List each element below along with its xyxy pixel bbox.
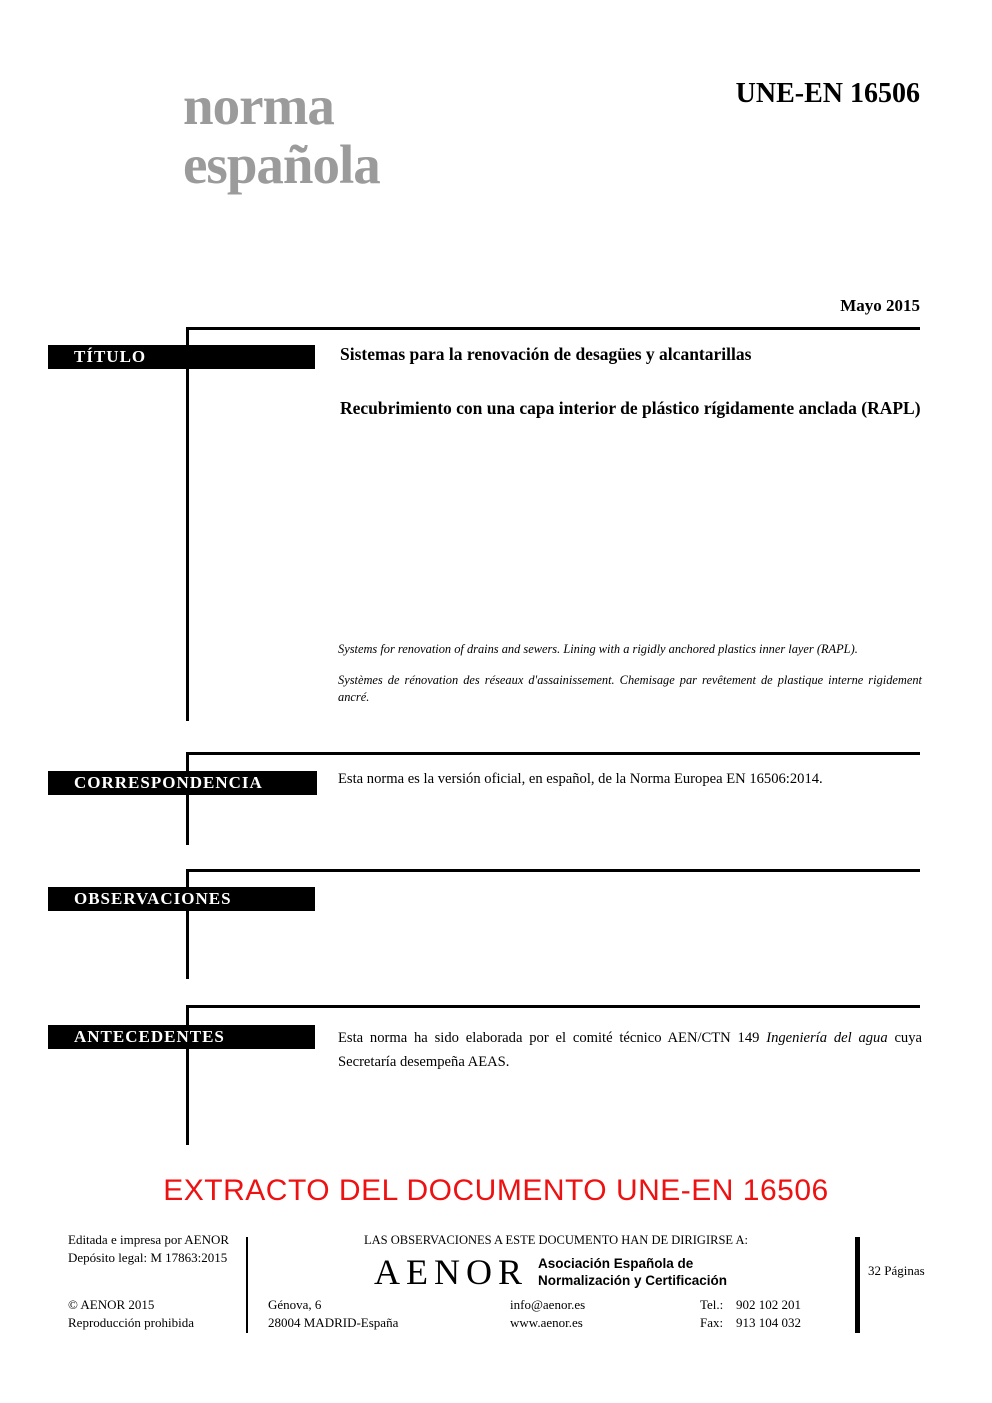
footer-divider-right	[855, 1237, 860, 1333]
rule-correspondencia	[186, 752, 920, 755]
footer-address-line2: 28004 MADRID-España	[268, 1315, 399, 1330]
footer-fax-row	[700, 1314, 850, 1332]
extract-notice: EXTRACTO DEL DOCUMENTO UNE-EN 16506	[163, 1174, 829, 1207]
titulo-bar	[48, 345, 315, 369]
title-english: Systems for renovation of drains and sewers. Lining with a rigidly anchored plastics inner layer (RAPL).	[338, 642, 858, 656]
footer-publisher	[68, 1231, 229, 1267]
antecedentes-body-suffix: cuya Secretaría desempeña AEAS.	[338, 1030, 922, 1070]
footer-divider-left	[246, 1237, 248, 1333]
observaciones-label: OBSERVACIONES	[74, 889, 232, 908]
footer-tel-label: Tel.:	[700, 1297, 724, 1312]
rule-vertical-correspondencia	[186, 752, 189, 845]
footer-phone	[700, 1296, 850, 1332]
issue-date: Mayo 2015	[840, 296, 920, 315]
aenor-tagline-line1: Asociación Española de	[538, 1256, 694, 1271]
aenor-tagline-line2: Normalización y Certificación	[538, 1273, 728, 1288]
logo-line-1: norma	[183, 75, 334, 136]
logo-line-2: española	[183, 134, 380, 195]
antecedentes-bar	[48, 1025, 315, 1049]
footer-website: www.aenor.es	[510, 1315, 583, 1330]
title-spanish-line1: Sistemas para la renovación de desagües y alcantarillas	[340, 344, 752, 364]
footer-address	[268, 1296, 398, 1332]
footer-tel-value: 902 102 201	[736, 1297, 801, 1312]
footer-copyright-line1: © AENOR 2015	[68, 1297, 155, 1312]
footer-copyright	[68, 1296, 194, 1332]
observaciones-bar	[48, 887, 315, 911]
footer-address-line1: Génova, 6	[268, 1297, 322, 1312]
footer-contact-web	[510, 1296, 585, 1332]
rule-antecedentes	[186, 1005, 920, 1008]
correspondencia-bar	[48, 771, 317, 795]
rule-vertical-titulo	[186, 327, 189, 721]
rule-top	[186, 327, 920, 330]
footer-publisher-line2: Depósito legal: M 17863:2015	[68, 1250, 228, 1265]
aenor-logo: AENOR	[374, 1252, 528, 1292]
footer-tel-row	[700, 1296, 850, 1314]
title-spanish-para2: Recubrimiento con una capa interior de plástico rígidamente anclada (RAPL)	[340, 398, 921, 418]
antecedentes-body-prefix: Esta norma ha sido elaborada por el comité técnico AEN/CTN 149	[338, 1030, 767, 1046]
rule-observaciones	[186, 869, 920, 872]
antecedentes-label: ANTECEDENTES	[74, 1027, 225, 1046]
footer-copyright-line2: Reproducción prohibida	[68, 1315, 194, 1330]
title-french: Systèmes de rénovation des réseaux d'assainissement. Chemisage par revêtement de plastique interne rigidement ancré.	[338, 673, 922, 704]
page-count: 32 Páginas	[868, 1263, 925, 1278]
norma-espanola-logo	[183, 76, 380, 194]
correspondencia-label: CORRESPONDENCIA	[74, 773, 263, 792]
titulo-label: TÍTULO	[74, 347, 147, 366]
rule-vertical-observaciones	[186, 869, 189, 979]
footer-fax-label: Fax:	[700, 1315, 724, 1330]
antecedentes-body-committee: Ingeniería del agua	[766, 1030, 888, 1046]
footer-publisher-line1: Editada e impresa por AENOR	[68, 1232, 230, 1247]
footer-observations-notice: LAS OBSERVACIONES A ESTE DOCUMENTO HAN DE DIRIGIRSE A:	[364, 1233, 748, 1247]
footer-fax-value: 913 104 032	[736, 1315, 801, 1330]
antecedentes-body	[338, 1026, 922, 1074]
footer-email: info@aenor.es	[510, 1297, 586, 1312]
document-code: UNE-EN 16506	[735, 78, 920, 109]
aenor-tagline	[538, 1255, 727, 1289]
correspondencia-body: Esta norma es la versión oficial, en español, de la Norma Europea EN 16506:2014.	[338, 771, 823, 787]
